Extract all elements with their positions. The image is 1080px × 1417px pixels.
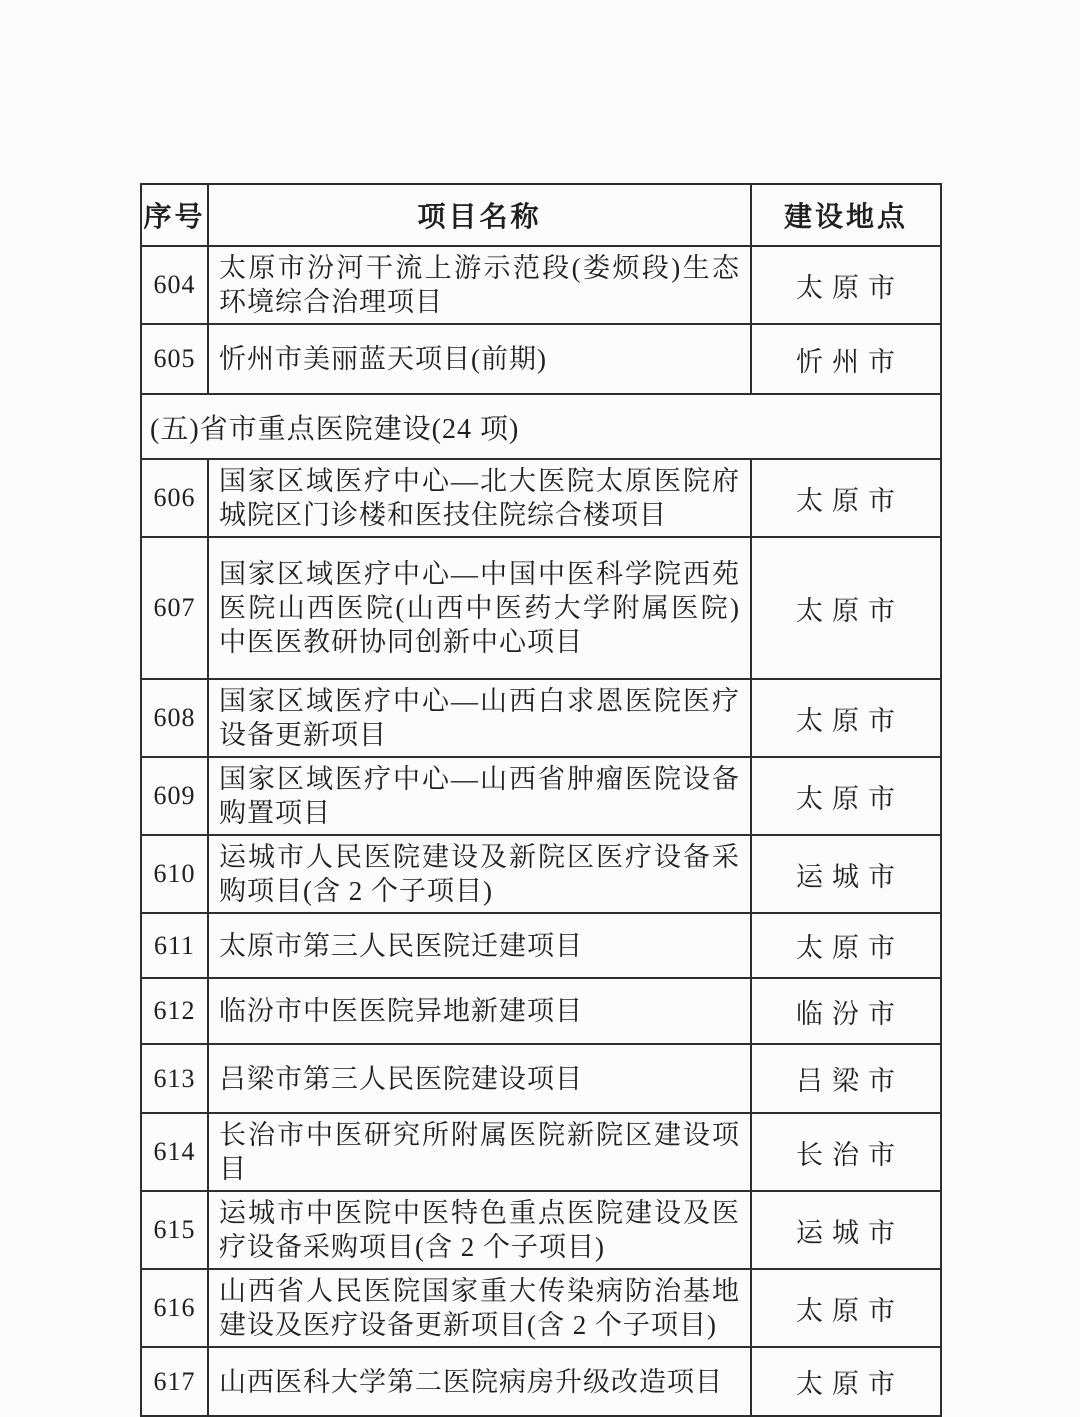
row-serial-number: 605	[141, 324, 208, 394]
section-header-label: (五)省市重点医院建设(24 项)	[141, 394, 941, 459]
row-serial-number: 604	[141, 246, 208, 324]
table-row	[141, 537, 941, 679]
table-row	[141, 757, 941, 835]
table-row	[141, 1269, 941, 1347]
row-project-name: 运城市中医院中医特色重点医院建设及医疗设备采购项目(含 2 个子项目)	[208, 1191, 751, 1269]
row-project-name: 吕梁市第三人民医院建设项目	[208, 1044, 751, 1113]
table-row	[141, 246, 941, 324]
row-location: 太原市	[751, 757, 941, 835]
row-serial-number: 614	[141, 1113, 208, 1191]
row-project-name: 山西省人民医院国家重大传染病防治基地建设及医疗设备更新项目(含 2 个子项目)	[208, 1269, 751, 1347]
row-location: 太原市	[751, 1269, 941, 1347]
table-row	[141, 835, 941, 913]
table-row	[141, 1191, 941, 1269]
row-project-name: 太原市第三人民医院迁建项目	[208, 913, 751, 978]
row-location: 太原市	[751, 1347, 941, 1416]
section-header-row	[141, 394, 941, 459]
row-project-name: 国家区域医疗中心—山西省肿瘤医院设备购置项目	[208, 757, 751, 835]
row-project-name: 国家区域医疗中心—中国中医科学院西苑医院山西医院(山西中医药大学附属医院)中医医教研协同创新中心项目	[208, 537, 751, 679]
row-project-name: 国家区域医疗中心—山西白求恩医院医疗设备更新项目	[208, 679, 751, 757]
table-row	[141, 978, 941, 1044]
row-location: 太原市	[751, 246, 941, 324]
row-serial-number: 615	[141, 1191, 208, 1269]
row-serial-number: 617	[141, 1347, 208, 1416]
row-location: 运城市	[751, 835, 941, 913]
row-serial-number: 612	[141, 978, 208, 1044]
table-row	[141, 1347, 941, 1416]
row-serial-number: 608	[141, 679, 208, 757]
row-serial-number: 616	[141, 1269, 208, 1347]
row-location: 临汾市	[751, 978, 941, 1044]
row-project-name: 运城市人民医院建设及新院区医疗设备采购项目(含 2 个子项目)	[208, 835, 751, 913]
document-page	[140, 183, 940, 1417]
row-project-name: 长治市中医研究所附属医院新院区建设项目	[208, 1113, 751, 1191]
table-row	[141, 1113, 941, 1191]
project-list-table	[140, 183, 942, 1417]
row-project-name: 太原市汾河干流上游示范段(娄烦段)生态环境综合治理项目	[208, 246, 751, 324]
row-serial-number: 606	[141, 459, 208, 537]
table-header-row	[141, 184, 941, 246]
table-row	[141, 459, 941, 537]
row-location: 太原市	[751, 537, 941, 679]
table-row	[141, 324, 941, 394]
row-project-name: 山西医科大学第二医院病房升级改造项目	[208, 1347, 751, 1416]
row-location: 太原市	[751, 679, 941, 757]
row-project-name: 临汾市中医医院异地新建项目	[208, 978, 751, 1044]
table-row	[141, 913, 941, 978]
row-serial-number: 609	[141, 757, 208, 835]
row-location: 太原市	[751, 459, 941, 537]
row-location: 长治市	[751, 1113, 941, 1191]
row-serial-number: 613	[141, 1044, 208, 1113]
row-location: 忻州市	[751, 324, 941, 394]
row-serial-number: 611	[141, 913, 208, 978]
column-header-project-name: 项目名称	[208, 184, 751, 246]
row-location: 吕梁市	[751, 1044, 941, 1113]
column-header-construction-location: 建设地点	[751, 184, 941, 246]
row-location: 运城市	[751, 1191, 941, 1269]
row-serial-number: 607	[141, 537, 208, 679]
row-project-name: 忻州市美丽蓝天项目(前期)	[208, 324, 751, 394]
row-serial-number: 610	[141, 835, 208, 913]
column-header-serial-number: 序号	[141, 184, 208, 246]
table-row	[141, 1044, 941, 1113]
row-location: 太原市	[751, 913, 941, 978]
row-project-name: 国家区域医疗中心—北大医院太原医院府城院区门诊楼和医技住院综合楼项目	[208, 459, 751, 537]
table-row	[141, 679, 941, 757]
table-body	[141, 246, 941, 1416]
